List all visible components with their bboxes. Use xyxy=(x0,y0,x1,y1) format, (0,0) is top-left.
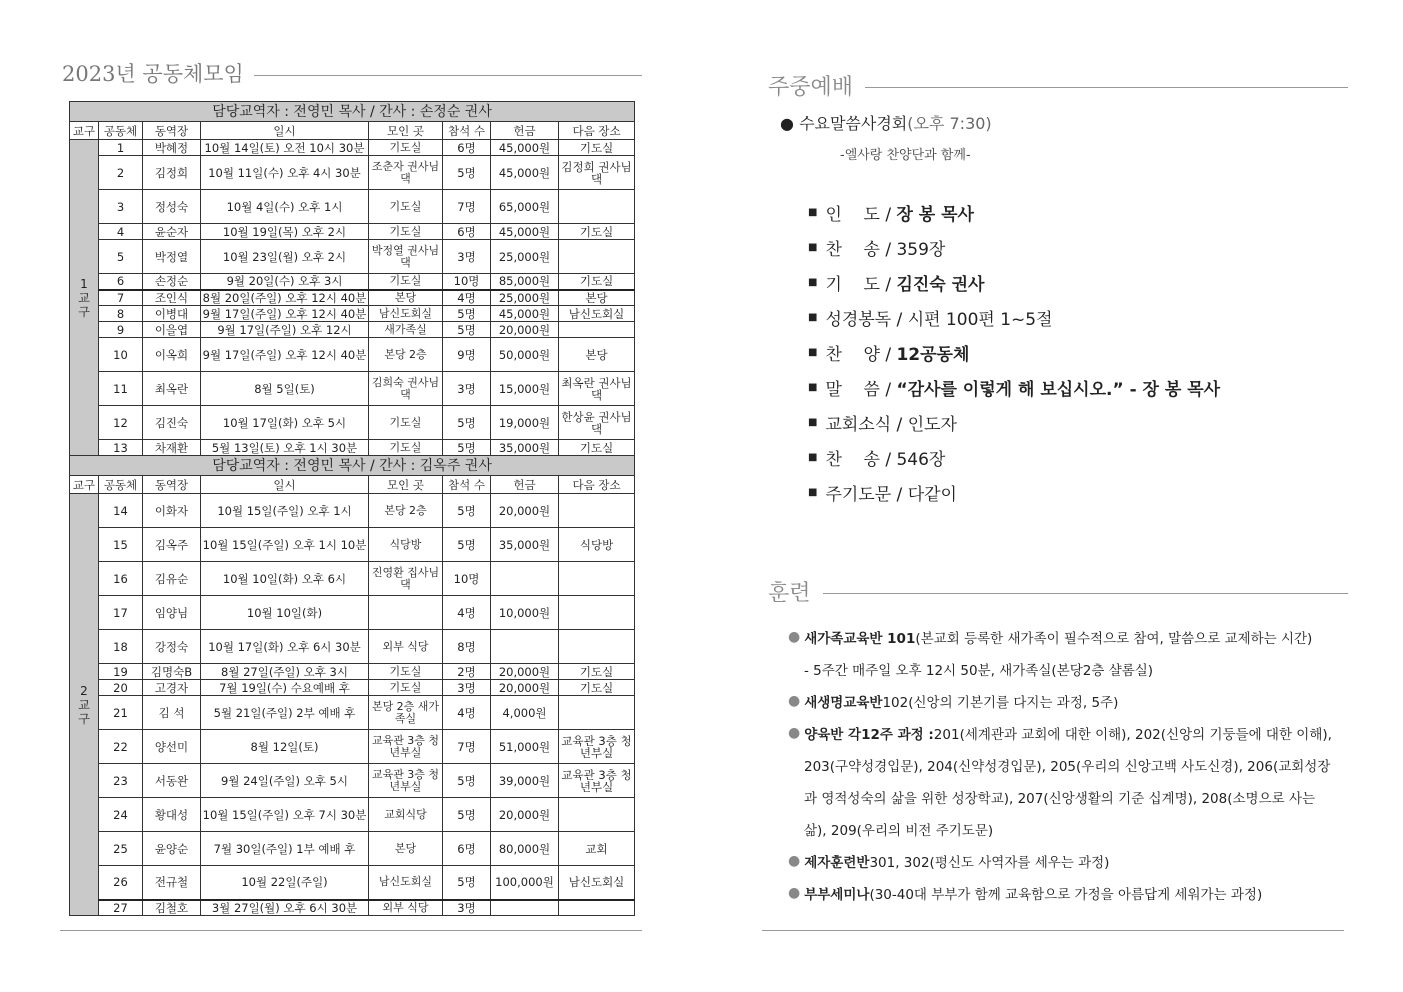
bullet-icon: ● xyxy=(788,725,801,741)
title-rule xyxy=(254,75,642,76)
service-order-item: ■ 기 도 / 김진숙 권사 xyxy=(808,275,985,295)
table-cell: 20,000원 xyxy=(491,798,559,832)
table-cell: 20,000원 xyxy=(491,494,559,528)
table-cell: 22 xyxy=(99,730,143,764)
table-cell: 16 xyxy=(99,562,143,596)
service-order-item: ■ 주기도문 / 다같이 xyxy=(808,485,957,505)
square-bullet-icon: ■ xyxy=(808,242,818,253)
table-cell: 4 xyxy=(99,224,143,240)
column-header: 헌금 xyxy=(491,476,559,494)
title-rule xyxy=(865,87,1348,88)
table-cell: 4명 xyxy=(443,596,491,630)
table-cell: 5명 xyxy=(443,322,491,338)
table-cell: 본당 2층 xyxy=(369,338,443,372)
table-cell xyxy=(491,900,559,916)
table-row xyxy=(70,900,635,916)
service-order-item: ■ 교회소식 / 인도자 xyxy=(808,415,957,435)
table-cell: 5 xyxy=(99,240,143,274)
table-cell xyxy=(559,322,635,338)
table-cell: 서동완 xyxy=(143,764,201,798)
table-cell: 14 xyxy=(99,494,143,528)
table-cell: 35,000원 xyxy=(491,440,559,456)
column-header: 헌금 xyxy=(491,122,559,140)
table-cell: 25 xyxy=(99,832,143,866)
table-row xyxy=(70,596,635,630)
service-order-item: ■ 찬 양 / 12공동체 xyxy=(808,345,970,365)
table-cell: 10월 17일(화) 오후 5시 xyxy=(201,406,369,440)
table-cell: 10 xyxy=(99,338,143,372)
table-cell: 4,000원 xyxy=(491,696,559,730)
table-cell: 전규철 xyxy=(143,866,201,900)
table-cell: 5명 xyxy=(443,406,491,440)
table-cell: 5명 xyxy=(443,494,491,528)
table-cell: 8 xyxy=(99,306,143,322)
table-cell: 김희숙 권사님 댁 xyxy=(369,372,443,406)
table-cell: 박혜정 xyxy=(143,140,201,156)
table-cell: 7월 19일(수) 수요예배 후 xyxy=(201,680,369,696)
service-order-item: ■ 찬 송 / 546장 xyxy=(808,450,946,470)
section-title-worship: 주중예배 xyxy=(768,70,1348,101)
table-cell: 윤양순 xyxy=(143,832,201,866)
table-cell xyxy=(369,596,443,630)
table-cell xyxy=(559,240,635,274)
table-cell: 김유순 xyxy=(143,562,201,596)
table-cell: 3명 xyxy=(443,372,491,406)
column-header: 공동체 xyxy=(99,476,143,494)
table-cell xyxy=(559,630,635,664)
table-cell: 식당방 xyxy=(369,528,443,562)
table-cell: 6 xyxy=(99,274,143,290)
table-cell: 기도실 xyxy=(369,274,443,290)
table-row xyxy=(70,240,635,274)
column-header: 동역장 xyxy=(143,122,201,140)
table-cell: 20 xyxy=(99,680,143,696)
bullet-icon: ● xyxy=(788,885,801,901)
column-header: 모인 곳 xyxy=(369,476,443,494)
group-header-row xyxy=(70,456,635,476)
square-bullet-icon: ■ xyxy=(808,417,818,428)
table-cell: 10월 14일(토) 오전 10시 30분 xyxy=(201,140,369,156)
table-cell: 양선미 xyxy=(143,730,201,764)
training-item-detail: 과 영적성숙의 삶을 위한 성장학교), 207(신앙생활의 기준 십계명), 208(소명으로 사는 xyxy=(804,791,1316,807)
table-cell: 강정숙 xyxy=(143,630,201,664)
column-header-row xyxy=(70,122,635,140)
table-cell: 10월 15일(주일) 오후 1시 xyxy=(201,494,369,528)
service-order-item: ■ 찬 송 / 359장 xyxy=(808,240,946,260)
table-row xyxy=(70,440,635,456)
square-bullet-icon: ■ xyxy=(808,312,818,323)
table-cell: 교육관 3층 청년부실 xyxy=(369,730,443,764)
table-cell: 외부 식당 xyxy=(369,900,443,916)
table-cell xyxy=(559,798,635,832)
table-cell: 4명 xyxy=(443,696,491,730)
table-cell: 6명 xyxy=(443,224,491,240)
column-header: 동역장 xyxy=(143,476,201,494)
square-bullet-icon: ■ xyxy=(808,487,818,498)
table-cell: 손정순 xyxy=(143,274,201,290)
left-page-header xyxy=(62,58,642,88)
column-header-row xyxy=(70,476,635,494)
table-cell: 3명 xyxy=(443,900,491,916)
table-cell: 7명 xyxy=(443,730,491,764)
table-row xyxy=(70,680,635,696)
column-header: 모인 곳 xyxy=(369,122,443,140)
square-bullet-icon: ■ xyxy=(808,382,818,393)
table-cell: 이화자 xyxy=(143,494,201,528)
table-cell: 20,000원 xyxy=(491,664,559,680)
table-row xyxy=(70,730,635,764)
table-cell: 10월 15일(주일) 오후 1시 10분 xyxy=(201,528,369,562)
table-cell: 8월 5일(토) xyxy=(201,372,369,406)
table-cell: 45,000원 xyxy=(491,140,559,156)
table-cell: 기도실 xyxy=(369,680,443,696)
table-cell: 이병대 xyxy=(143,306,201,322)
table-row xyxy=(70,764,635,798)
table-cell: 6명 xyxy=(443,832,491,866)
table-cell: 45,000원 xyxy=(491,224,559,240)
table-cell: 3명 xyxy=(443,240,491,274)
table-cell: 15 xyxy=(99,528,143,562)
table-cell: 8월 12일(토) xyxy=(201,730,369,764)
column-header: 다음 장소 xyxy=(559,122,635,140)
table-cell: 기도실 xyxy=(559,224,635,240)
table-cell: 김명숙B xyxy=(143,664,201,680)
table-cell: 기도실 xyxy=(559,680,635,696)
table-cell: 5명 xyxy=(443,440,491,456)
table-cell: 9명 xyxy=(443,338,491,372)
table-cell: 39,000원 xyxy=(491,764,559,798)
training-item: ● 새생명교육반 102(신앙의 기본기를 다지는 과정, 5주) xyxy=(788,693,1119,711)
table-cell: 김옥주 xyxy=(143,528,201,562)
table-cell: 7 xyxy=(99,290,143,306)
table-cell: 5월 13일(토) 오후 1시 30분 xyxy=(201,440,369,456)
table-cell: 최옥란 권사님 댁 xyxy=(559,372,635,406)
table-cell: 교육관 3층 청년부실 xyxy=(559,764,635,798)
table-cell: 본당 xyxy=(369,832,443,866)
training-item: ● 새가족교육반 101 (본교회 등록한 새가족이 필수적으로 참여, 말씀으로 교제하는 시간) xyxy=(788,629,1313,647)
square-bullet-icon: ■ xyxy=(808,347,818,358)
table-cell: 19 xyxy=(99,664,143,680)
table-cell: 이을엽 xyxy=(143,322,201,338)
table-cell xyxy=(491,630,559,664)
table-cell: 김진숙 xyxy=(143,406,201,440)
table-cell: 10월 23일(월) 오후 2시 xyxy=(201,240,369,274)
table-cell: 8월 27일(주일) 오후 3시 xyxy=(201,664,369,680)
table-cell: 남신도회실 xyxy=(369,866,443,900)
table-cell: 9월 17일(주일) 오후 12시 40분 xyxy=(201,306,369,322)
title-rule xyxy=(823,593,1348,594)
table-cell: 기도실 xyxy=(559,274,635,290)
table-cell: 외부 식당 xyxy=(369,630,443,664)
table-cell: 정성숙 xyxy=(143,190,201,224)
table-cell: 5월 21일(주일) 2부 예배 후 xyxy=(201,696,369,730)
bullet-icon: ● xyxy=(780,114,794,133)
table-row xyxy=(70,338,635,372)
table-cell: 이옥희 xyxy=(143,338,201,372)
table-cell: 한상윤 권사님 댁 xyxy=(559,406,635,440)
table-row xyxy=(70,306,635,322)
table-cell: 5명 xyxy=(443,798,491,832)
table-cell: 80,000원 xyxy=(491,832,559,866)
table-cell: 고경자 xyxy=(143,680,201,696)
table-cell: 25,000원 xyxy=(491,290,559,306)
table-row xyxy=(70,372,635,406)
group-header: 담당교역자 : 전영민 목사 / 간사 : 손정순 권사 xyxy=(70,102,635,122)
service-order-item: ■ 인 도 / 장 봉 목사 xyxy=(808,205,974,225)
table-cell: 15,000원 xyxy=(491,372,559,406)
table-cell: 45,000원 xyxy=(491,306,559,322)
training-item-detail: 삶), 209(우리의 비전 주기도문) xyxy=(804,823,994,839)
table-row xyxy=(70,798,635,832)
training-list xyxy=(788,621,1348,909)
table-row xyxy=(70,562,635,596)
table-cell: 2 xyxy=(99,156,143,190)
table-cell: 5명 xyxy=(443,306,491,322)
table-cell: 13 xyxy=(99,440,143,456)
bullet-icon: ● xyxy=(788,629,801,645)
table-row xyxy=(70,224,635,240)
table-cell: 65,000원 xyxy=(491,190,559,224)
table-cell: 9월 24일(주일) 오후 5시 xyxy=(201,764,369,798)
table-cell: 100,000원 xyxy=(491,866,559,900)
district-label: 1 교 구 xyxy=(70,140,99,456)
table-cell: 4명 xyxy=(443,290,491,306)
table-cell: 9 xyxy=(99,322,143,338)
community-meeting-table xyxy=(69,101,635,916)
table-row xyxy=(70,290,635,306)
table-cell: 기도실 xyxy=(559,440,635,456)
table-cell: 5명 xyxy=(443,764,491,798)
section-title-training: 훈련 xyxy=(768,576,1348,607)
column-header: 교구 xyxy=(70,476,99,494)
table-row xyxy=(70,156,635,190)
table-cell: 교회 xyxy=(559,832,635,866)
table-cell: 3명 xyxy=(443,680,491,696)
table-cell: 기도실 xyxy=(369,406,443,440)
page-title: 2023년 공동체모임 xyxy=(62,58,642,88)
table-cell: 8명 xyxy=(443,630,491,664)
bullet-icon: ● xyxy=(788,853,801,869)
left-bottom-rule xyxy=(60,930,642,931)
table-cell: 10,000원 xyxy=(491,596,559,630)
table-cell: 기도실 xyxy=(559,140,635,156)
table-row xyxy=(70,322,635,338)
table-cell: 남신도회실 xyxy=(559,306,635,322)
square-bullet-icon: ■ xyxy=(808,277,818,288)
table-row xyxy=(70,274,635,290)
table-cell: 9월 17일(주일) 오후 12시 xyxy=(201,322,369,338)
table-cell xyxy=(559,596,635,630)
table-cell: 10월 10일(화) 오후 6시 xyxy=(201,562,369,596)
square-bullet-icon: ■ xyxy=(808,452,818,463)
table-cell xyxy=(491,562,559,596)
table-cell: 9월 20일(수) 오후 3시 xyxy=(201,274,369,290)
service-name: 수요말씀사경회 xyxy=(799,114,908,133)
training-item-detail: - 5주간 매주일 오후 12시 50분, 새가족실(본당2층 샬롬실) xyxy=(804,663,1154,679)
service-order-item: ■ 말 씀 / “감사를 이렇게 해 보십시오.” - 장 봉 목사 xyxy=(808,380,1221,400)
table-cell: 박정열 권사님 댁 xyxy=(369,240,443,274)
weekly-worship-section xyxy=(768,70,1348,510)
column-header: 참석 수 xyxy=(443,476,491,494)
table-cell: 최옥란 xyxy=(143,372,201,406)
table-cell: 23 xyxy=(99,764,143,798)
table-cell xyxy=(559,562,635,596)
table-cell: 김철호 xyxy=(143,900,201,916)
training-item-detail: 203(구약성경입문), 204(신약성경입문), 205(우리의 신앙고백 사도신경), 206(교회성장 xyxy=(804,759,1331,775)
column-header: 참석 수 xyxy=(443,122,491,140)
table-cell: 10월 10일(화) xyxy=(201,596,369,630)
table-cell: 7월 30일(주일) 1부 예배 후 xyxy=(201,832,369,866)
table-row xyxy=(70,190,635,224)
training-item: ● 제자훈련반 301, 302(평신도 사역자를 세우는 과정) xyxy=(788,853,1110,871)
table-cell: 25,000원 xyxy=(491,240,559,274)
group-header-row xyxy=(70,102,635,122)
table-cell: 19,000원 xyxy=(491,406,559,440)
table-cell: 5명 xyxy=(443,528,491,562)
table-cell: 본당 2층 새가족실 xyxy=(369,696,443,730)
table-cell: 10월 17일(화) 오후 6시 30분 xyxy=(201,630,369,664)
table-cell xyxy=(559,696,635,730)
right-bottom-rule xyxy=(762,930,1344,931)
table-cell: 5명 xyxy=(443,156,491,190)
column-header: 일시 xyxy=(201,476,369,494)
table-row xyxy=(70,664,635,680)
table-cell: 18 xyxy=(99,630,143,664)
table-cell: 9월 17일(주일) 오후 12시 40분 xyxy=(201,338,369,372)
table-cell: 5명 xyxy=(443,866,491,900)
table-cell: 20,000원 xyxy=(491,680,559,696)
table-cell: 남신도회실 xyxy=(369,306,443,322)
table-row xyxy=(70,528,635,562)
table-cell: 11 xyxy=(99,372,143,406)
table-cell: 조춘자 권사님 댁 xyxy=(369,156,443,190)
table-cell: 1 xyxy=(99,140,143,156)
table-cell: 26 xyxy=(99,866,143,900)
table-cell: 김정희 권사님 댁 xyxy=(559,156,635,190)
table-cell: 윤순자 xyxy=(143,224,201,240)
table-cell: 85,000원 xyxy=(491,274,559,290)
bullet-icon: ● xyxy=(788,693,801,709)
table-cell: 27 xyxy=(99,900,143,916)
table-cell: 기도실 xyxy=(369,440,443,456)
table-cell: 김정희 xyxy=(143,156,201,190)
table-cell: 본당 xyxy=(369,290,443,306)
table-cell xyxy=(559,494,635,528)
table-cell: 10월 4일(수) 오후 1시 xyxy=(201,190,369,224)
table-cell: 황대성 xyxy=(143,798,201,832)
training-section xyxy=(768,576,1348,909)
table-cell: 3 xyxy=(99,190,143,224)
table-cell: 10명 xyxy=(443,562,491,596)
table-cell: 박정열 xyxy=(143,240,201,274)
wednesday-service xyxy=(780,111,1348,134)
table-cell: 12 xyxy=(99,406,143,440)
table-cell: 10월 19일(목) 오후 2시 xyxy=(201,224,369,240)
table-row xyxy=(70,406,635,440)
table-cell: 35,000원 xyxy=(491,528,559,562)
table-cell: 45,000원 xyxy=(491,156,559,190)
service-subtitle: -엘사랑 찬양단과 함께- xyxy=(840,148,971,163)
table-cell: 50,000원 xyxy=(491,338,559,372)
order-of-service xyxy=(808,195,1348,510)
table-cell: 24 xyxy=(99,798,143,832)
table-cell: 진영환 집사님 댁 xyxy=(369,562,443,596)
column-header: 다음 장소 xyxy=(559,476,635,494)
table-cell: 기도실 xyxy=(369,224,443,240)
training-item: ● 양육반 각12주 과정 : 201(세계관과 교회에 대한 이해), 202(신앙의 기둥들에 대한 이해), xyxy=(788,725,1332,743)
table-cell: 차재환 xyxy=(143,440,201,456)
table-cell: 10명 xyxy=(443,274,491,290)
table-cell: 임양님 xyxy=(143,596,201,630)
table-cell: 교육관 3층 청년부실 xyxy=(559,730,635,764)
table-cell xyxy=(559,190,635,224)
table-row xyxy=(70,494,635,528)
column-header: 공동체 xyxy=(99,122,143,140)
district-label: 2 교 구 xyxy=(70,494,99,916)
table-row xyxy=(70,866,635,900)
column-header: 일시 xyxy=(201,122,369,140)
table-cell: 2명 xyxy=(443,664,491,680)
table-cell: 조인식 xyxy=(143,290,201,306)
table-cell: 김 석 xyxy=(143,696,201,730)
table-cell: 17 xyxy=(99,596,143,630)
table-cell: 기도실 xyxy=(559,664,635,680)
service-order-item: ■ 성경봉독 / 시편 100편 1~5절 xyxy=(808,310,1053,330)
square-bullet-icon: ■ xyxy=(808,207,818,218)
table-cell: 51,000원 xyxy=(491,730,559,764)
table-cell: 교육관 3층 청년부실 xyxy=(369,764,443,798)
table-cell: 21 xyxy=(99,696,143,730)
table-cell xyxy=(559,900,635,916)
table-cell: 새가족실 xyxy=(369,322,443,338)
training-item: ● 부부세미나 (30-40대 부부가 함께 교육함으로 가정을 아름답게 세워가는 과정) xyxy=(788,885,1263,903)
table-cell: 7명 xyxy=(443,190,491,224)
column-header: 교구 xyxy=(70,122,99,140)
table-cell: 기도실 xyxy=(369,664,443,680)
table-cell: 남신도회실 xyxy=(559,866,635,900)
table-cell: 교회식당 xyxy=(369,798,443,832)
table-cell: 본당 xyxy=(559,290,635,306)
table-row xyxy=(70,140,635,156)
table-cell: 20,000원 xyxy=(491,322,559,338)
table-row xyxy=(70,630,635,664)
table-cell: 기도실 xyxy=(369,140,443,156)
table-cell: 10월 15일(주일) 오후 7시 30분 xyxy=(201,798,369,832)
table-cell: 6명 xyxy=(443,140,491,156)
group-header: 담당교역자 : 전영민 목사 / 간사 : 김옥주 권사 xyxy=(70,456,635,476)
service-time: (오후 7:30) xyxy=(907,114,992,133)
table-cell: 10월 11일(수) 오후 4시 30분 xyxy=(201,156,369,190)
table-cell: 기도실 xyxy=(369,190,443,224)
table-cell: 본당 2층 xyxy=(369,494,443,528)
table-cell: 식당방 xyxy=(559,528,635,562)
table-cell: 10월 22일(주일) xyxy=(201,866,369,900)
table-cell: 3월 27일(월) 오후 6시 30분 xyxy=(201,900,369,916)
table-cell: 8월 20일(주일) 오후 12시 40분 xyxy=(201,290,369,306)
table-row xyxy=(70,832,635,866)
table-cell: 본당 xyxy=(559,338,635,372)
table-row xyxy=(70,696,635,730)
